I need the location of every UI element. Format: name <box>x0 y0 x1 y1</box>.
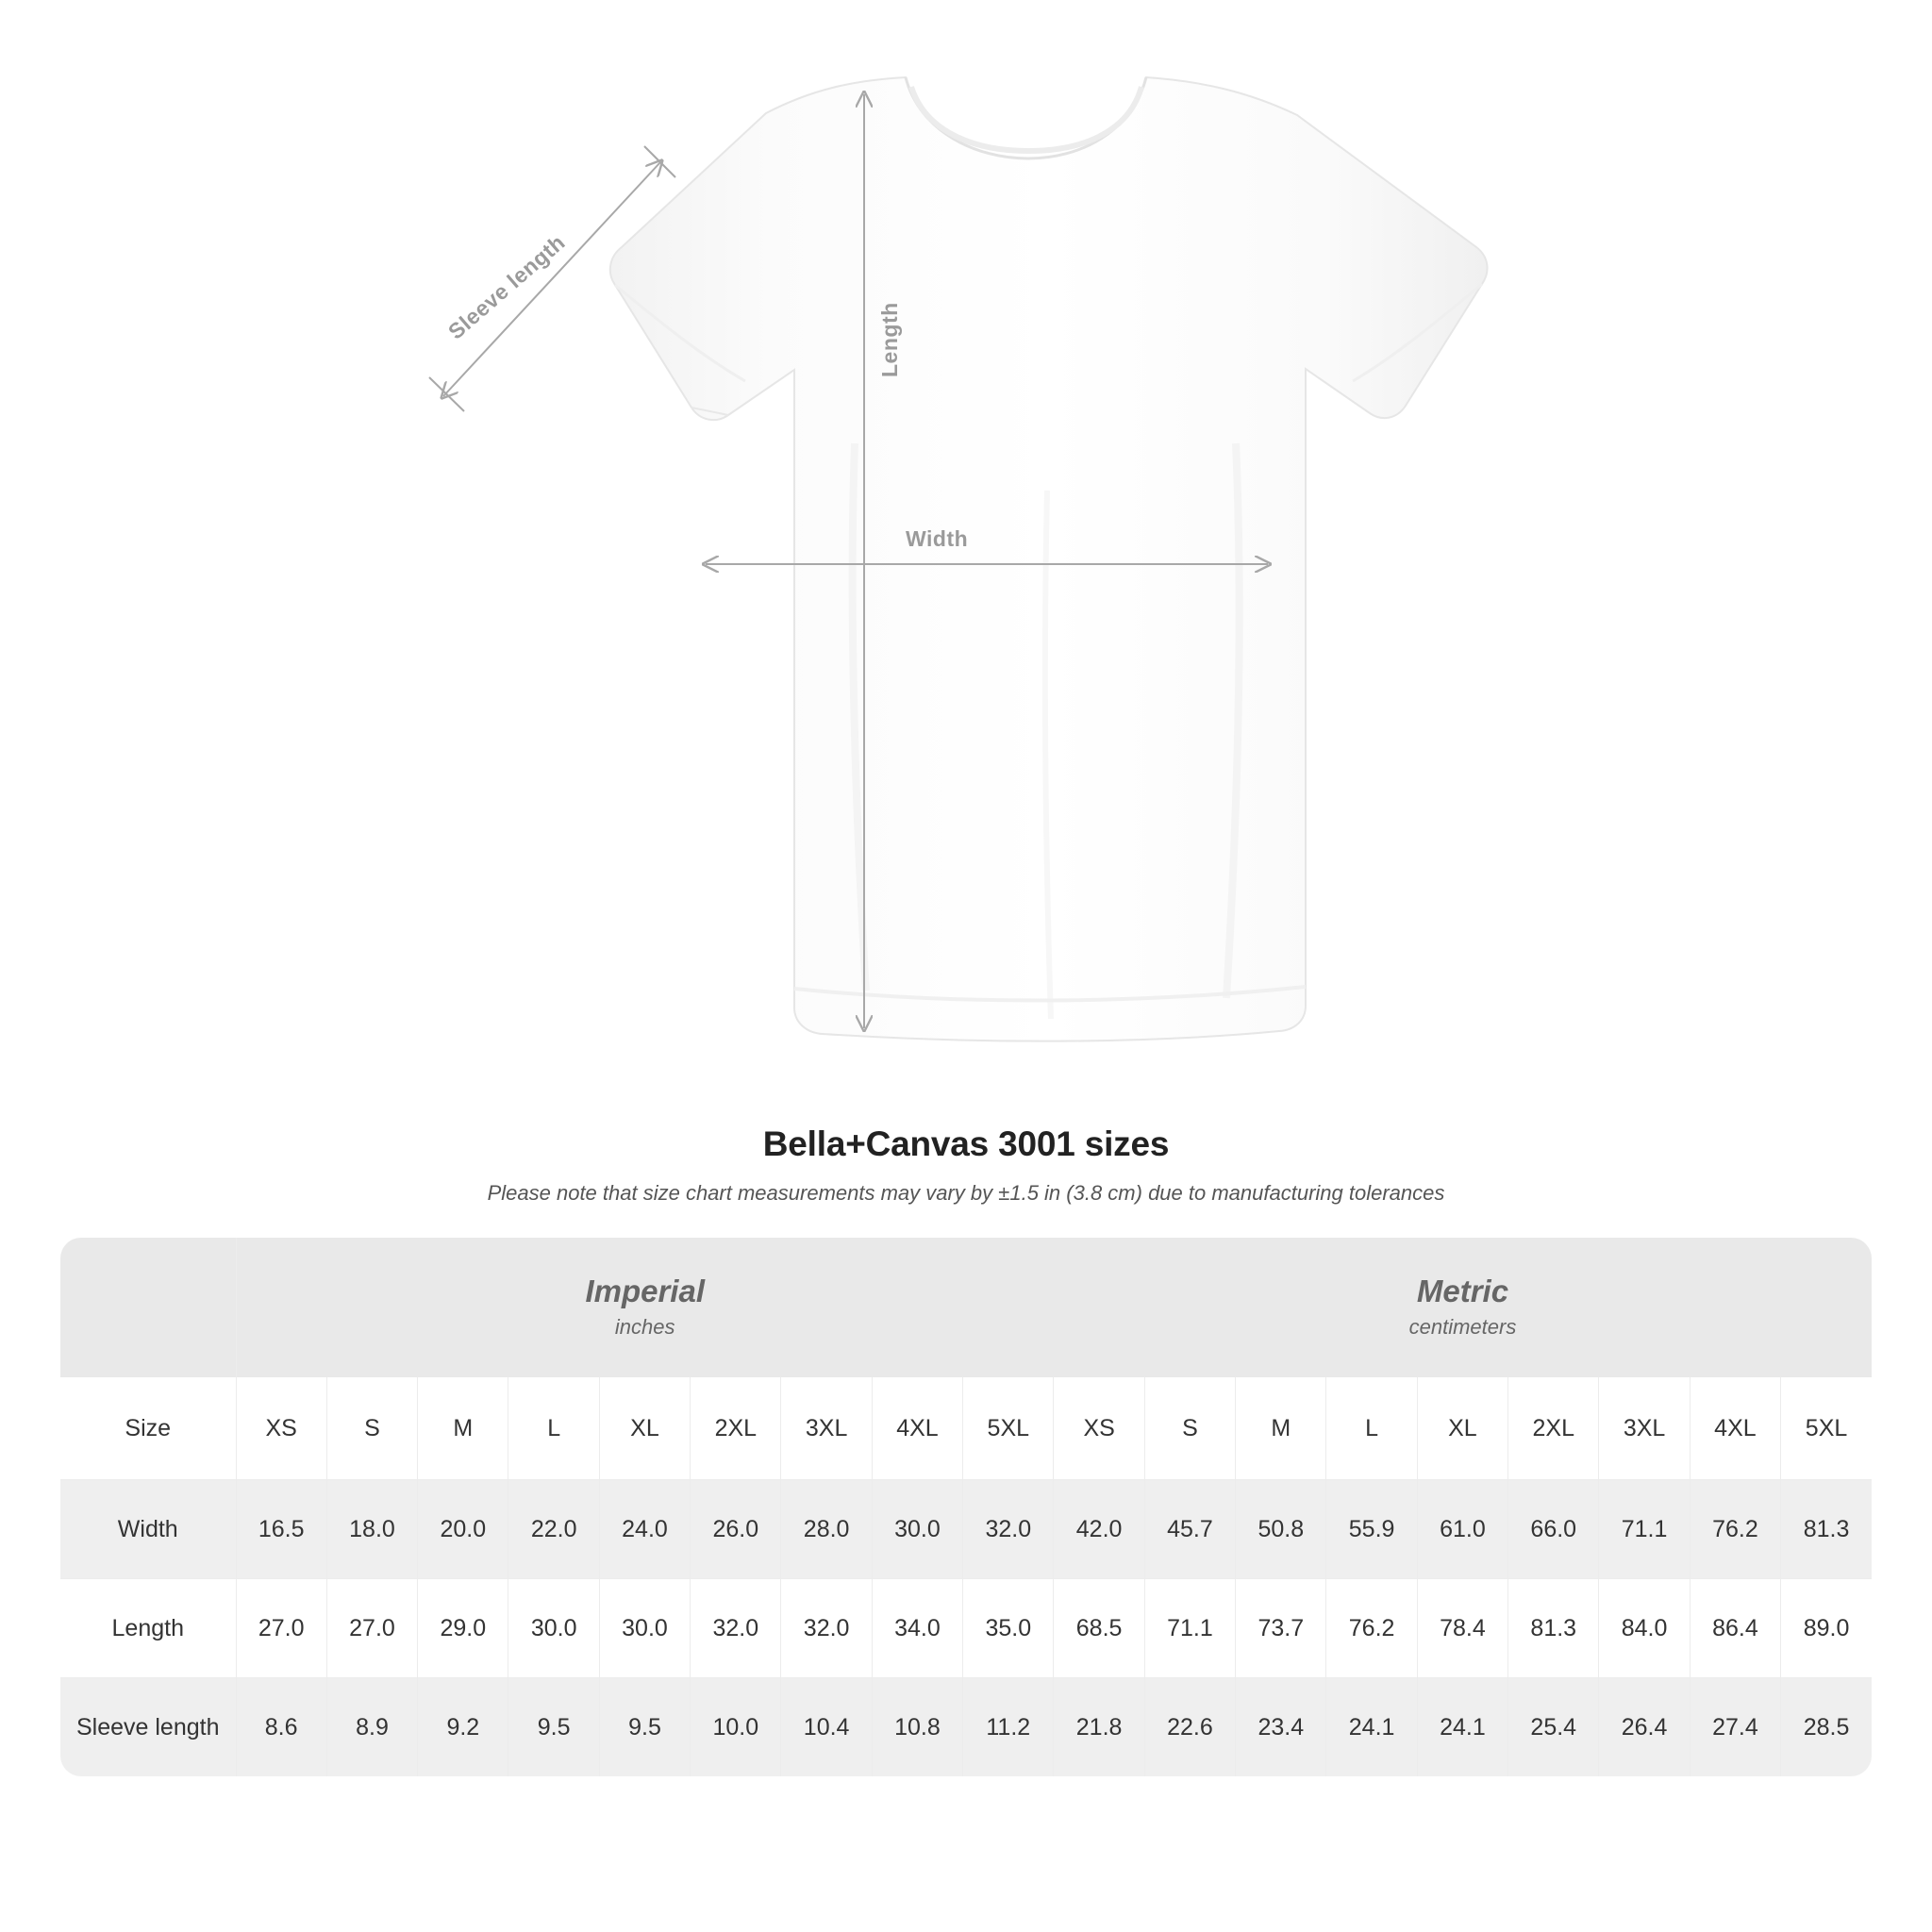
unit-group-metric <box>1054 1238 1872 1377</box>
cell-width-imperial-s: 18.0 <box>326 1480 417 1579</box>
unit-group-metric-sub: centimeters <box>1408 1315 1517 1340</box>
cell-sleeve-metric-4xl: 27.4 <box>1690 1678 1780 1777</box>
cell-sleeve-imperial-2xl: 10.0 <box>691 1678 781 1777</box>
cell-width-imperial-xs: 16.5 <box>236 1480 326 1579</box>
cell-width-metric-xs: 42.0 <box>1054 1480 1144 1579</box>
size-cell-imperial-3xl: 3XL <box>781 1377 872 1480</box>
cell-width-imperial-m: 20.0 <box>418 1480 508 1579</box>
cell-sleeve-imperial-l: 9.5 <box>508 1678 599 1777</box>
size-cell-metric-5xl: 5XL <box>1781 1377 1872 1480</box>
length-dimension-label: Length <box>877 302 902 377</box>
cell-sleeve-imperial-3xl: 10.4 <box>781 1678 872 1777</box>
cell-sleeve-metric-5xl: 28.5 <box>1781 1678 1872 1777</box>
size-table <box>60 1238 1872 1776</box>
size-header-row <box>60 1377 1872 1480</box>
cell-length-imperial-m: 29.0 <box>418 1579 508 1678</box>
unit-group-imperial-name: Imperial <box>585 1273 705 1308</box>
cell-width-metric-s: 45.7 <box>1144 1480 1235 1579</box>
page-title: Bella+Canvas 3001 sizes <box>762 1124 1170 1163</box>
cell-sleeve-imperial-m: 9.2 <box>418 1678 508 1777</box>
cell-sleeve-imperial-4xl: 10.8 <box>872 1678 962 1777</box>
cell-width-imperial-2xl: 26.0 <box>691 1480 781 1579</box>
unit-group-metric-name: Metric <box>1416 1273 1509 1308</box>
cell-length-imperial-4xl: 34.0 <box>872 1579 962 1678</box>
size-cell-imperial-l: L <box>508 1377 599 1480</box>
title-block <box>0 1124 1932 1206</box>
unit-group-row <box>60 1238 1872 1377</box>
size-cell-metric-s: S <box>1144 1377 1235 1480</box>
cell-sleeve-metric-3xl: 26.4 <box>1599 1678 1690 1777</box>
size-cell-imperial-4xl: 4XL <box>872 1377 962 1480</box>
table-row <box>60 1678 1872 1777</box>
size-cell-imperial-s: S <box>326 1377 417 1480</box>
cell-width-imperial-4xl: 30.0 <box>872 1480 962 1579</box>
size-cell-metric-m: M <box>1236 1377 1326 1480</box>
cell-sleeve-metric-s: 22.6 <box>1144 1678 1235 1777</box>
cell-width-metric-3xl: 71.1 <box>1599 1480 1690 1579</box>
cell-length-imperial-l: 30.0 <box>508 1579 599 1678</box>
cell-width-metric-4xl: 76.2 <box>1690 1480 1780 1579</box>
size-cell-metric-3xl: 3XL <box>1599 1377 1690 1480</box>
unit-group-imperial-sub: inches <box>614 1315 675 1340</box>
size-cell-imperial-xl: XL <box>599 1377 690 1480</box>
cell-sleeve-metric-2xl: 25.4 <box>1508 1678 1599 1777</box>
size-cell-metric-xl: XL <box>1417 1377 1507 1480</box>
table-row <box>60 1480 1872 1579</box>
cell-sleeve-imperial-xs: 8.6 <box>236 1678 326 1777</box>
cell-length-imperial-5xl: 35.0 <box>963 1579 1054 1678</box>
cell-sleeve-metric-l: 24.1 <box>1326 1678 1417 1777</box>
size-cell-imperial-xs: XS <box>236 1377 326 1480</box>
size-cell-imperial-2xl: 2XL <box>691 1377 781 1480</box>
cell-sleeve-imperial-s: 8.9 <box>326 1678 417 1777</box>
cell-length-metric-m: 73.7 <box>1236 1579 1326 1678</box>
cell-width-metric-5xl: 81.3 <box>1781 1480 1872 1579</box>
cell-width-imperial-l: 22.0 <box>508 1480 599 1579</box>
size-cell-imperial-m: M <box>418 1377 508 1480</box>
size-header-cell: Size <box>60 1377 236 1480</box>
size-cell-metric-4xl: 4XL <box>1690 1377 1780 1480</box>
cell-width-metric-xl: 61.0 <box>1417 1480 1507 1579</box>
cell-length-metric-l: 76.2 <box>1326 1579 1417 1678</box>
unit-group-imperial <box>236 1238 1054 1377</box>
sleeve-length-dimension-label: Sleeve length <box>443 229 570 344</box>
size-cell-metric-xs: XS <box>1054 1377 1144 1480</box>
cell-width-imperial-5xl: 32.0 <box>963 1480 1054 1579</box>
cell-width-imperial-3xl: 28.0 <box>781 1480 872 1579</box>
cell-length-metric-s: 71.1 <box>1144 1579 1235 1678</box>
table-row <box>60 1579 1872 1678</box>
cell-length-metric-xl: 78.4 <box>1417 1579 1507 1678</box>
cell-width-imperial-xl: 24.0 <box>599 1480 690 1579</box>
row-label-length: Length <box>60 1579 236 1678</box>
cell-length-metric-2xl: 81.3 <box>1508 1579 1599 1678</box>
cell-length-imperial-xs: 27.0 <box>236 1579 326 1678</box>
cell-length-metric-3xl: 84.0 <box>1599 1579 1690 1678</box>
cell-length-metric-xs: 68.5 <box>1054 1579 1144 1678</box>
cell-sleeve-metric-m: 23.4 <box>1236 1678 1326 1777</box>
row-label-width: Width <box>60 1480 236 1579</box>
size-cell-imperial-5xl: 5XL <box>963 1377 1054 1480</box>
table-corner-cell <box>60 1238 236 1377</box>
cell-sleeve-metric-xl: 24.1 <box>1417 1678 1507 1777</box>
size-cell-metric-l: L <box>1326 1377 1417 1480</box>
cell-length-imperial-s: 27.0 <box>326 1579 417 1678</box>
cell-length-metric-4xl: 86.4 <box>1690 1579 1780 1678</box>
size-table-container <box>60 1238 1872 1776</box>
width-dimension-label: Width <box>906 526 969 551</box>
measurement-note: Please note that size chart measurements may vary by ±1.5 in (3.8 cm) due to manufacturing tolerances <box>487 1181 1445 1205</box>
cell-sleeve-imperial-xl: 9.5 <box>599 1678 690 1777</box>
cell-width-metric-2xl: 66.0 <box>1508 1480 1599 1579</box>
row-label-sleeve-length: Sleeve length <box>60 1678 236 1777</box>
cell-sleeve-imperial-5xl: 11.2 <box>963 1678 1054 1777</box>
cell-length-imperial-xl: 30.0 <box>599 1579 690 1678</box>
size-cell-metric-2xl: 2XL <box>1508 1377 1599 1480</box>
cell-length-metric-5xl: 89.0 <box>1781 1579 1872 1678</box>
cell-length-imperial-2xl: 32.0 <box>691 1579 781 1678</box>
cell-width-metric-m: 50.8 <box>1236 1480 1326 1579</box>
cell-sleeve-metric-xs: 21.8 <box>1054 1678 1144 1777</box>
cell-length-imperial-3xl: 32.0 <box>781 1579 872 1678</box>
cell-width-metric-l: 55.9 <box>1326 1480 1417 1579</box>
